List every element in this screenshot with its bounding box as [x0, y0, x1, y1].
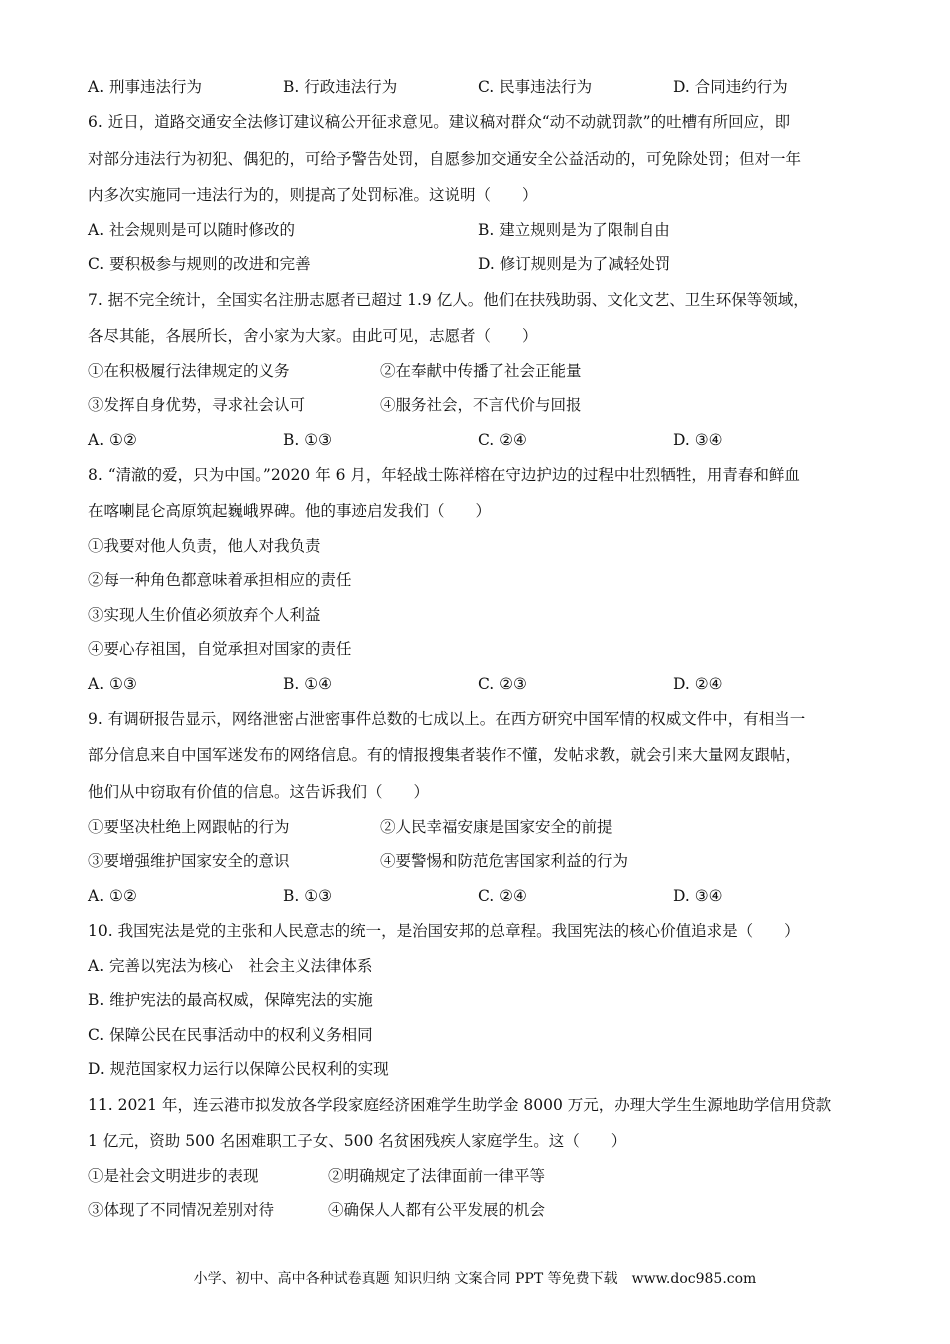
q9-option-d: D. ③④ [673, 887, 723, 905]
q9-stem-line: 9. 有调研报告显示，网络泄密占泄密事件总数的七成以上。在西方研究中国军情的权威文件中，有相当一 [88, 710, 806, 728]
q8-option-b: B. ①④ [283, 675, 333, 693]
q5-options [88, 76, 868, 98]
q8-statement-3: ③实现人生价值必须放弃个人利益 [88, 606, 321, 624]
q6-option-c: C. 要积极参与规则的改进和完善 [88, 255, 311, 273]
q6-option-b: B. 建立规则是为了限制自由 [478, 221, 670, 239]
q10-option-d: D. 规范国家权力运行以保障公民权利的实现 [88, 1060, 389, 1078]
q11-statements-row [88, 1165, 868, 1187]
q11-statements-row [88, 1199, 868, 1221]
q5-option-d: D. 合同违约行为 [673, 78, 788, 96]
q7-option-d: D. ③④ [673, 431, 723, 449]
q6-stem-line: 内多次实施同一违法行为的，则提高了处罚标准。这说明（ ） [88, 186, 538, 204]
q10-option-b: B. 维护宪法的最高权威，保障宪法的实施 [88, 991, 373, 1009]
q8-statement-4: ④要心存祖国，自觉承担对国家的责任 [88, 640, 352, 658]
q7-option-b: B. ①③ [283, 431, 333, 449]
q6-stem-line: 对部分违法行为初犯、偶犯的，可给予警告处罚，自愿参加交通安全公益活动的，可免除处罚；但对一年 [88, 150, 802, 168]
q9-options [88, 885, 868, 907]
q8-stem-line: 8. “清澈的爱，只为中国。”2020 年 6 月，年轻战士陈祥榕在守边护边的过程中壮烈牺牲，用青春和鲜血 [88, 466, 800, 484]
q8-options [88, 673, 868, 695]
q8-statement-1: ①我要对他人负责，他人对我负责 [88, 537, 321, 555]
q9-option-a: A. ①② [88, 887, 137, 905]
q6-stem-line: 6. 近日，道路交通安全法修订建议稿公开征求意见。建议稿对群众“动不动就罚款”的吐槽有所回应，即 [88, 113, 791, 131]
q9-statements-row [88, 850, 868, 872]
q6-options-row [88, 253, 868, 275]
q7-statement-4: ④服务社会，不言代价与回报 [380, 396, 582, 414]
q10-option-c: C. 保障公民在民事活动中的权利义务相同 [88, 1026, 373, 1044]
q7-statement-2: ②在奉献中传播了社会正能量 [380, 362, 582, 380]
q11-stem-line: 11. 2021 年，连云港市拟发放各学段家庭经济困难学生助学金 8000 万元，办理大学生生源地助学信用贷款 [88, 1096, 832, 1114]
q11-statement-2: ②明确规定了法律面前一律平等 [328, 1167, 546, 1185]
q7-options [88, 429, 868, 451]
q11-statement-4: ④确保人人都有公平发展的机会 [328, 1201, 546, 1219]
q7-stem-line: 7. 据不完全统计，全国实名注册志愿者已超过 1.9 亿人。他们在扶残助弱、文化文艺、卫生环保等领域， [88, 291, 809, 309]
q10-option-a: A. 完善以宪法为核心 社会主义法律体系 [88, 957, 373, 975]
q7-statements-row [88, 394, 868, 416]
q9-statement-4: ④要警惕和防范危害国家利益的行为 [380, 852, 629, 870]
q8-stem-line: 在喀喇昆仑高原筑起巍峨界碑。他的事迹启发我们（ ） [88, 502, 492, 520]
q6-options-row [88, 219, 868, 241]
q8-statement-2: ②每一种角色都意味着承担相应的责任 [88, 571, 352, 589]
q9-option-c: C. ②④ [478, 887, 527, 905]
q9-stem-line: 他们从中窃取有价值的信息。这告诉我们（ ） [88, 783, 430, 801]
q9-statement-1: ①要坚决杜绝上网跟帖的行为 [88, 818, 290, 836]
q7-option-a: A. ①② [88, 431, 137, 449]
q9-statement-3: ③要增强维护国家安全的意识 [88, 852, 290, 870]
q7-statement-3: ③发挥自身优势，寻求社会认可 [88, 396, 306, 414]
q9-stem-line: 部分信息来自中国军迷发布的网络信息。有的情报搜集者装作不懂，发帖求教，就会引来大量网友跟帖， [88, 746, 802, 764]
q7-statements-row [88, 360, 868, 382]
q8-option-d: D. ②④ [673, 675, 723, 693]
q11-statement-3: ③体现了不同情况差别对待 [88, 1201, 275, 1219]
q8-option-a: A. ①③ [88, 675, 137, 693]
q6-option-a: A. 社会规则是可以随时修改的 [88, 221, 296, 239]
q5-option-a: A. 刑事违法行为 [88, 78, 203, 96]
q7-statement-1: ①在积极履行法律规定的义务 [88, 362, 290, 380]
q9-statement-2: ②人民幸福安康是国家安全的前提 [380, 818, 613, 836]
q11-stem-line: 1 亿元，资助 500 名困难职工子女、500 名贫困残疾人家庭学生。这（ ） [88, 1132, 627, 1150]
q9-option-b: B. ①③ [283, 887, 333, 905]
q10-stem-line: 10. 我国宪法是党的主张和人民意志的统一，是治国安邦的总章程。我国宪法的核心价值追求是（ ） [88, 922, 800, 940]
q7-option-c: C. ②④ [478, 431, 527, 449]
q11-statement-1: ①是社会文明进步的表现 [88, 1167, 259, 1185]
q7-stem-line: 各尽其能，各展所长，舍小家为大家。由此可见，志愿者（ ） [88, 327, 538, 345]
q6-option-d: D. 修订规则是为了减轻处罚 [478, 255, 671, 273]
page-footer: 小学、初中、高中各种试卷真题 知识归纳 文案合同 PPT 等免费下载 www.doc985.com [193, 1271, 757, 1287]
q5-option-c: C. 民事违法行为 [478, 78, 593, 96]
q9-statements-row [88, 816, 868, 838]
q8-option-c: C. ②③ [478, 675, 527, 693]
q5-option-b: B. 行政违法行为 [283, 78, 398, 96]
